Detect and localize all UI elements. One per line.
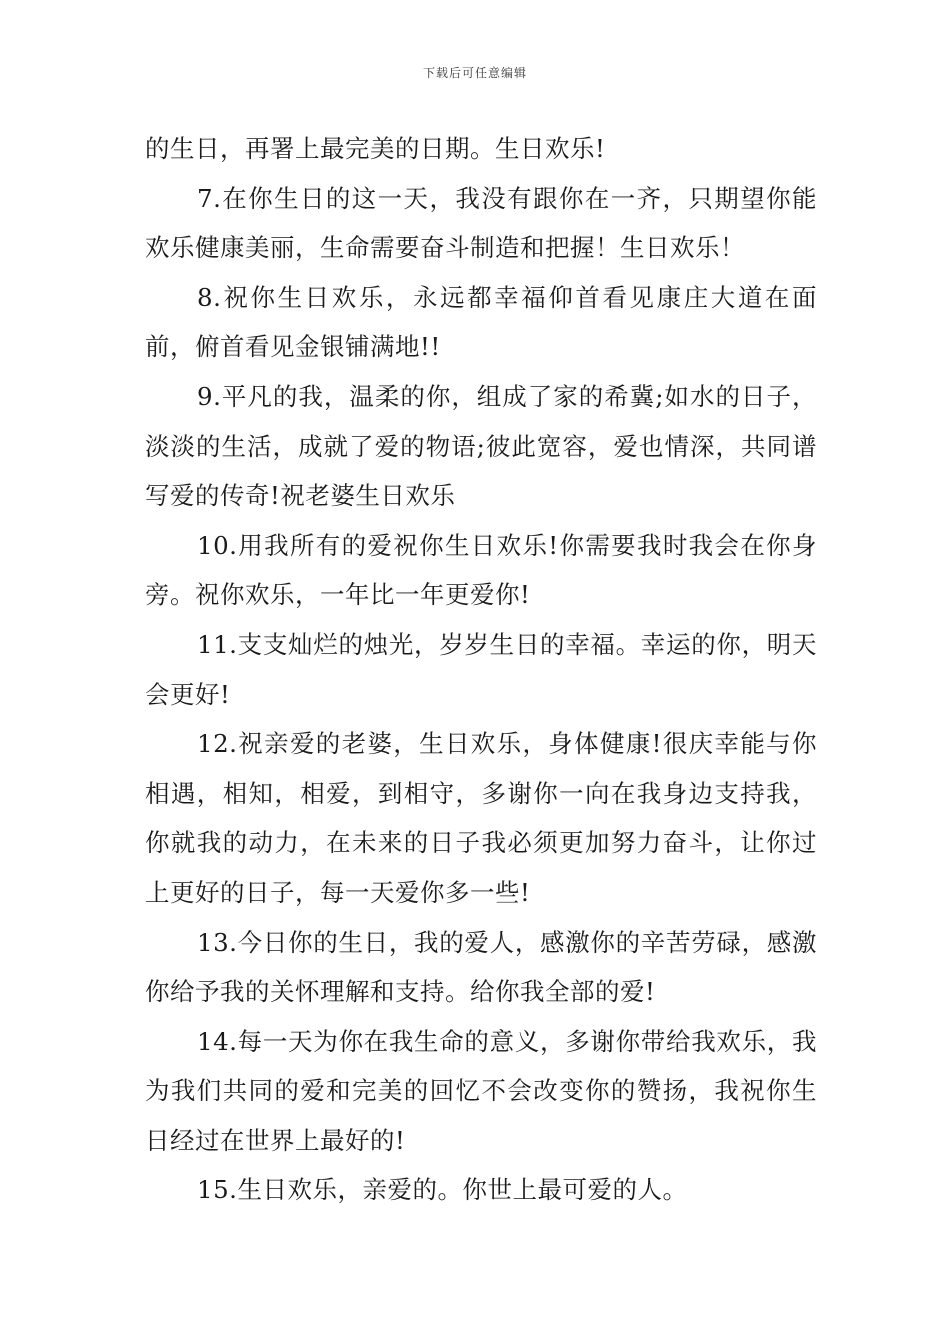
document-body [145,124,817,1215]
paragraph-wish-9: 9.平凡的我，温柔的你，组成了家的希冀;如水的日子，淡淡的生活，成就了爱的物语;彼此宽容，爱也情深，共同谱写爱的传奇!祝老婆生日欢乐 [145,381,817,511]
paragraph-wish-8: 8.祝你生日欢乐，永远都幸福仰首看见康庄大道在面前，俯首看见金银铺满地!! [145,282,817,362]
paragraph-wish-11: 11.支支灿烂的烛光，岁岁生日的幸福。幸运的你，明天会更好! [145,629,817,709]
paragraph-wish-15: 15.生日欢乐，亲爱的。你世上最可爱的人。 [197,1175,688,1205]
paragraph-wish-7: 7.在你生日的这一天，我没有跟你在一齐，只期望你能欢乐健康美丽，生命需要奋斗制造和把握！生日欢乐！ [145,183,817,263]
paragraph-wish-14: 14.每一天为你在我生命的意义，多谢你带给我欢乐，我为我们共同的爱和完美的回忆不会改变你的赞扬，我祝你生日经过在世界上最好的! [145,1026,817,1155]
paragraph-continuation: 的生日，再署上最完美的日期。生日欢乐! [145,134,606,163]
paragraph-wish-10: 10.用我所有的爱祝你生日欢乐!你需要我时我会在你身旁。祝你欢乐，一年比一年更爱你! [145,530,817,610]
paragraph-wish-13: 13.今日你的生日，我的爱人，感激你的辛苦劳碌，感激你给予我的关怀理解和支持。给你我全部的爱! [145,927,817,1007]
paragraph-wish-12: 12.祝亲爱的老婆，生日欢乐，身体健康!很庆幸能与你相遇，相知，相爱，到相守，多谢你一向在我身边支持我，你就我的动力，在未来的日子我必须更加努力奋斗，让你过上更好的日子，每一天爱你多一些! [145,729,817,907]
page-header: 下载后可任意编辑 [422,66,527,80]
